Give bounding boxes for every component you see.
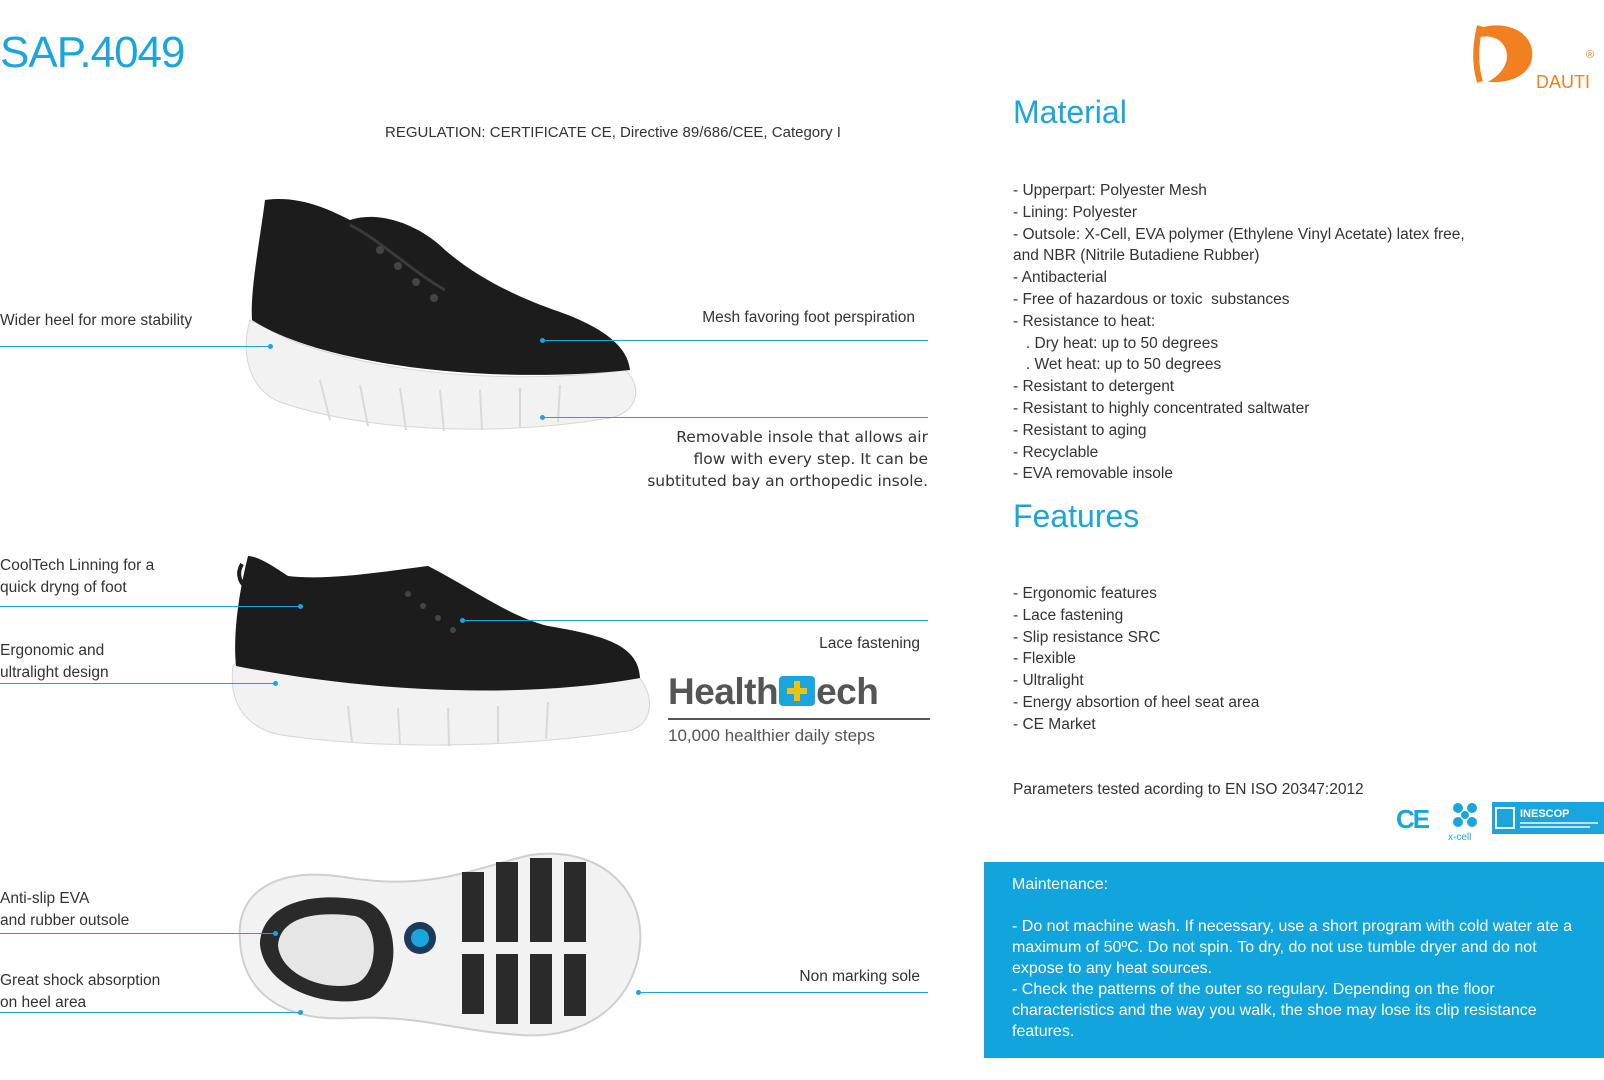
callout-cooltech: CoolTech Linning for a quick dryng of foot [0,557,155,596]
callout-shock: Great shock absorption on heel area [0,972,161,1011]
maintenance-box [984,862,1604,1058]
list-item: - Outsole: X-Cell, EVA polymer (Ethylene Vinyl Acetate) latex free, [1013,225,1465,243]
list-item: - Resistance to heat: [1013,312,1156,330]
list-item: - Free of hazardous or toxic substances [1013,290,1290,308]
regulation-text: REGULATION: CERTIFICATE CE, Directive 89/686/CEE, Category I [385,124,841,141]
callout-ergonomic: Ergonomic and ultralight design [0,642,109,681]
callout-line-lace [462,620,928,621]
sole-image [230,850,650,1045]
callout-line-ergonomic [0,683,275,684]
callout-non-marking: Non marking sole [799,968,920,985]
callout-line-wider-heel [0,346,270,347]
list-item: - CE Market [1013,715,1096,733]
callout-line-shock [0,1012,300,1013]
brand-name: DAUTI [1536,72,1590,92]
list-item: - Ultralight [1013,672,1084,690]
list-item: - Lace fastening [1013,606,1124,624]
callout-antislip: Anti-slip EVA and rubber outsole [0,890,130,929]
callout-dot-antislip [273,931,278,936]
callout-line-mesh [542,340,928,341]
list-item: - Recyclable [1013,443,1099,461]
callout-dot-wider-heel [268,344,273,349]
callout-dot-cooltech [298,604,303,609]
callout-wider-heel: Wider heel for more stability [0,312,193,329]
callout-dot-non-marking [636,990,641,995]
product-code: SAP.4049 [0,28,185,77]
list-item: - Ergonomic features [1013,585,1157,602]
callout-line-non-marking [638,992,928,993]
list-item: - Flexible [1013,650,1076,668]
list-item: and NBR (Nitrile Butadiene Rubber) [1013,247,1260,265]
callout-mesh: Mesh favoring foot perspiration [702,309,915,326]
dauti-logo-mark [1436,12,1596,92]
shoe-side-image [230,180,650,450]
list-item: - Resistant to aging [1013,421,1147,439]
inescop-logo [1492,802,1604,834]
svg-text:INESCOP: INESCOP [1520,808,1570,820]
maintenance-body: - Do not machine wash. If necessary, use a short program with cold water ate a maximum of 50ºC. Do not spin. To dry, do not use tumble dryer and do not expose to any heat sources. - Check the patterns of the outer so regulary. Depending on the floor characteristics and the way you walk, the shoe may lose its clip resistance features. [1012,918,1572,1040]
maintenance-title: Maintenance: [1012,876,1109,893]
healthtech-logo: Health ech 10,000 healthier daily steps [668,672,930,746]
callout-dot-ergonomic [273,681,278,686]
callout-insole: Removable insole that allows air flow with every step. It can be subtituted bay an orthopedic insole. [647,428,928,490]
list-item: - Slip resistance SRC [1013,628,1161,646]
callout-lace: Lace fastening [819,635,920,652]
material-heading: Material [1013,94,1127,130]
list-item: - Lining: Polyester [1013,203,1138,221]
features-list [1013,583,1259,736]
features-heading: Features [1013,498,1140,534]
callout-line-cooltech [0,606,300,607]
svg-text:x-cell: x-cell [1448,832,1472,843]
list-item: . Dry heat: up to 50 degrees [1013,334,1219,352]
list-item: - Resistant to highly concentrated saltwater [1013,399,1310,417]
list-item: - Upperpart: Polyester Mesh [1013,182,1207,199]
list-item: - EVA removable insole [1013,465,1173,483]
list-item: . Wet heat: up to 50 degrees [1013,356,1222,374]
xcell-icon [1446,798,1486,844]
callout-dot-shock [298,1010,303,1015]
plus-icon [779,676,815,706]
callout-line-insole [542,417,928,418]
list-item: - Antibacterial [1013,269,1107,287]
shoe-front-image [228,556,658,756]
list-item: - Resistant to detergent [1013,378,1175,396]
brand-logo [1436,12,1596,92]
parameters-text: Parameters tested acording to EN ISO 20347:2012 [1013,781,1364,798]
svg-text:®: ® [1586,49,1595,61]
list-item: - Energy absortion of heel seat area [1013,693,1260,711]
ce-mark-icon: CE [1396,804,1429,834]
callout-dot-lace [460,618,465,623]
callout-dot-insole [540,415,545,420]
callout-dot-mesh [540,338,545,343]
healthtech-tagline: 10,000 healthier daily steps [668,718,930,746]
callout-line-antislip [0,933,275,934]
material-list [1013,180,1465,485]
